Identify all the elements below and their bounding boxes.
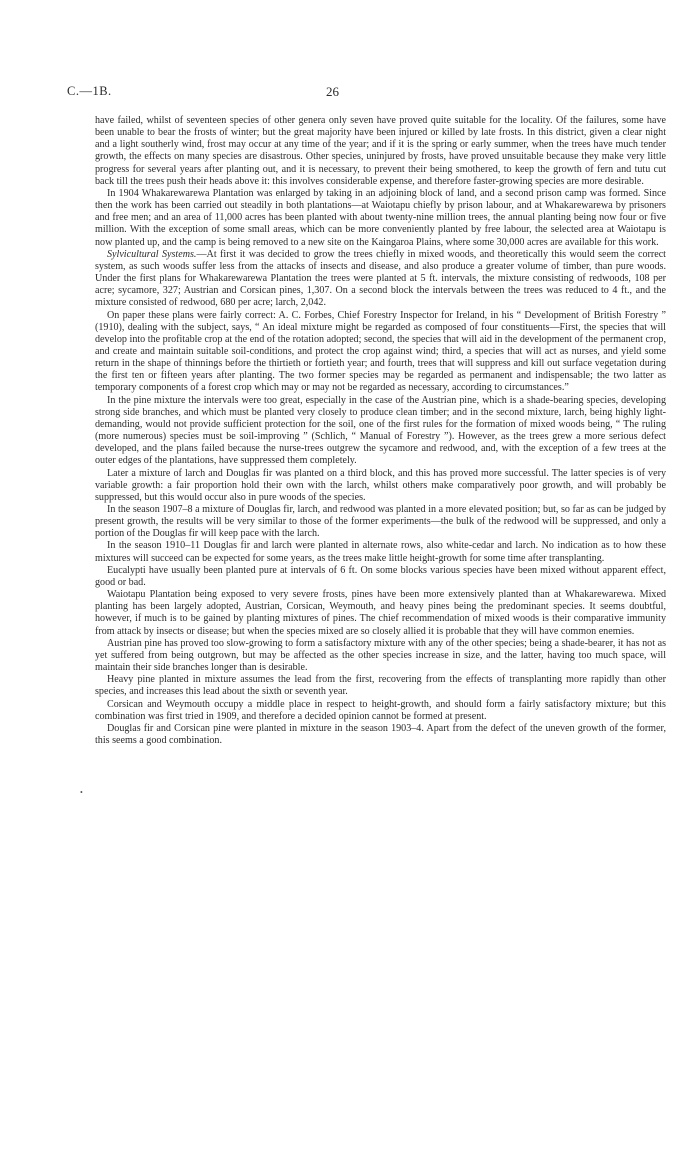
margin-mark: • [80, 788, 83, 797]
paragraph-text: —At first it was decided to grow the trees chiefly in mixed woods, and theoretically this would seem the correct system, as such woods suffer less from the attacks of insects and disease, and also produce a greater volume of timber, than pure woods. Under the first plans for Whakarewarewa Plantation the trees were planted at 5 ft. intervals, the mixture consisting of redwoods, 108 per acre; sycamore, 327; Austrian and Corsican pines, 1,307. On a second block the intervals between the trees was reduced to 4 ft., and the mixture consisted of redwood, 680 per acre; larch, 2,042. [95, 248, 666, 309]
paragraph: In the season 1907–8 a mixture of Douglas fir, larch, and redwood was planted in a more elevated position; but, so far as can be judged by present growth, the results will be very similar to those of the former experiments—the bulk of the redwood will be suppressed, and only a portion of the Douglas fir will keep pace with the larch. [95, 504, 666, 540]
paragraph: In 1904 Whakarewarewa Plantation was enlarged by taking in an adjoining block of land, and a second prison camp was formed. Since then the work has been carried out steadily in both plantations—at Waiotapu chiefly by prison labour, and at Whakarewarewa by prisoners and free men; and an area of 11,000 acres has been planted with about twenty-nine million trees, the annual planting being now four or five million. With the exception of some small areas, which can be more conveniently planted by free labour, the selected area at Waiotapu is now planted up, and the camp is being removed to a new site on the Kaingaroa Plains, where some 30,000 acres are available for this work. [95, 187, 666, 248]
paragraph: On paper these plans were fairly correct: A. C. Forbes, Chief Forestry Inspector for Ireland, in his “ Development of British Forestry ” (1910), dealing with the subject, says, “ An ideal mixture might be regarded as composed of four constituents—First, the species that will develop into the profitable crop at the end of the rotation adopted; second, the species that will aid in the development of the permanent crop, and create and maintain suitable soil-conditions, and protect the crop against wind; third, a species that will act as nurses, and yield some return in the shape of thinnings before the thirtieth or fortieth year; and fourth, trees that will suppress and kill out surface vegetation during the first ten or fifteen years after planting. The two former species may be regarded as permanent and indispensable; the two latter as temporary components of a forest crop which may or may not be regarded as necessary, according to circumstances.” [95, 309, 666, 394]
page-number: 26 [326, 84, 339, 99]
paragraph: Eucalypti have usually been planted pure at intervals of 6 ft. On some blocks various species have been mixed without apparent effect, good or bad. [95, 564, 666, 588]
paragraph: Corsican and Weymouth occupy a middle place in respect to height-growth, and should form a fairly satisfactory mixture; but this combination was first tried in 1909, and therefore a decided opinion cannot be formed at present. [95, 698, 666, 722]
document-body [95, 115, 666, 747]
section-subheading: Sylvicultural Systems. [107, 248, 197, 260]
paragraph: Douglas fir and Corsican pine were planted in mixture in the season 1903–4. Apart from the defect of the uneven growth of the former, this seems a good combination. [95, 722, 666, 746]
paragraph: In the season 1910–11 Douglas fir and larch were planted in alternate rows, also white-cedar and larch. No indication as to how these mixtures will succeed can be expected for some years, as the trees make little height-growth for some time after transplanting. [95, 540, 666, 564]
paragraph: Waiotapu Plantation being exposed to very severe frosts, pines have been more extensively planted than at Whakarewarewa. Mixed planting has been largely adopted, Austrian, Corsican, Weymouth, and heavy pines being the predominant species. It seems doubtful, however, if much is to be gained by planting mixtures of pines. The chief recommendation of mixed woods is their comparative immunity from attack by insects or disease; but when the species mixed are so closely allied it is probable that they will have common enemies. [95, 589, 666, 637]
paragraph: In the pine mixture the intervals were too great, especially in the case of the Austrian pine, which is a shade-bearing species, developing strong side branches, and which must be planted very closely to produce clean timber; and in the second mixture, larch, being highly light-demanding, would not provide sufficient protection for the soil, one of the first rules for the formation of mixed woods being, “ The ruling (more numerous) species must be soil-improving ” (Schlich, “ Manual of Forestry ”). However, as the trees grew a more serious defect developed, and the plans failed because the nurse-trees outgrew the sycamore and redwood, and, with the exception of a few trees at the outer edges of the plantations, have suppressed them completely. [95, 394, 666, 467]
paragraph: have failed, whilst of seventeen species of other genera only seven have proved quite suitable for the locality. Of the failures, some have been unable to bear the frosts of winter; but the great majority have been injured or killed by late frosts. In this district, given a clear night and a light southerly wind, frost may occur at any time of the year; and if it is the spring or early summer, when the trees have much tender growth, the effects on many species are disastrous. Other species, uninjured by frosts, have proved unsuitable because they make very little progress for several years after planting out, and it is necessary, to prevent their being smothered, to keep the growth of fern and tutu cut back till the trees push their heads above it: this involves considerable expense, and therefore faster-growing species are more desirable. [95, 115, 666, 187]
paragraph: Heavy pine planted in mixture assumes the lead from the first, recovering from the effects of transplanting more rapidly than other species, and increases this lead about the sixth or seventh year. [95, 674, 666, 698]
document-reference: C.—1B. [67, 84, 112, 98]
paragraph: Later a mixture of larch and Douglas fir was planted on a third block, and this has proved more successful. The latter species is of very variable growth: a fair proportion hold their own with the larch, whilst others make comparatively poor growth, and will probably be suppressed, but this would occur also in pure woods of the species. [95, 467, 666, 503]
paragraph [95, 249, 666, 310]
paragraph: Austrian pine has proved too slow-growing to form a satisfactory mixture with any of the other species; being a shade-bearer, it has not as yet suffered from being outgrown, but may be affected as the other species increase in size, and the latter, having too much space, will maintain their side branches longer than is desirable. [95, 637, 666, 674]
